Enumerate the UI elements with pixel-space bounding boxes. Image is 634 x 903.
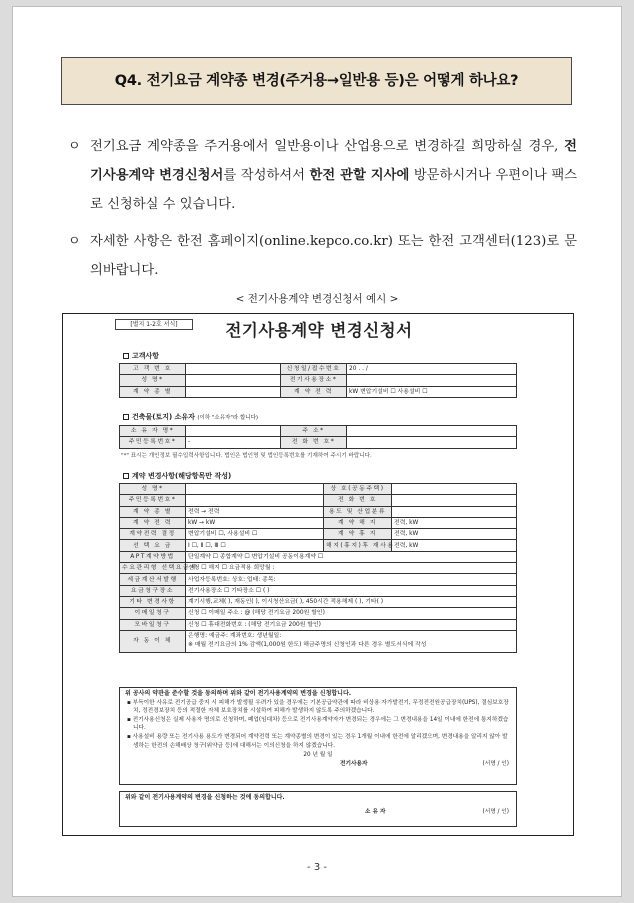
agreement-item: ▪ 전기사용신청은 실제 사용자 명의로 신청하며, 폐업(임대차) 등으로 전기사용계약자가 변경되는 경우에는 그 변경내용을 14일 이내에 한전에 통지하겠습니다. bbox=[127, 716, 509, 732]
form-value-cell[interactable] bbox=[186, 426, 281, 437]
owner-table bbox=[119, 425, 517, 449]
form-label-cell: 상 호(공동주택) bbox=[324, 484, 392, 495]
form-label-cell: 전 화 번 호 bbox=[324, 495, 392, 506]
form-value-cell[interactable] bbox=[186, 484, 324, 495]
form-label-cell: 요금청구장소 bbox=[120, 585, 186, 596]
changes-table bbox=[119, 483, 517, 653]
required-footnote: "*" 표시는 개인정보 필수입력사항입니다. 법인은 법인명 및 법인등록번호를 기재하여 주시기 바랍니다. bbox=[121, 453, 372, 459]
form-row bbox=[120, 529, 517, 540]
form-title: 전기사용계약 변경신청서 bbox=[225, 321, 413, 340]
date-line: 20 년 월 일 bbox=[303, 752, 333, 759]
form-value-cell[interactable]: 전력 → 전력 bbox=[186, 506, 324, 517]
form-label-cell: 계 약 종 별 bbox=[120, 506, 186, 517]
owner-consent-box bbox=[119, 791, 517, 827]
form-label-cell: 주민등록번호* bbox=[120, 437, 186, 448]
form-row bbox=[120, 375, 517, 386]
form-label-cell: 주 소* bbox=[281, 426, 347, 437]
form-label-cell: 신청일/접수번호 bbox=[281, 364, 347, 375]
section-changes: 계약 변경사항(해당항목만 작성) bbox=[123, 471, 231, 481]
form-label-cell: 성 명* bbox=[120, 375, 186, 386]
form-row bbox=[120, 364, 517, 375]
form-row bbox=[120, 495, 517, 506]
form-value-cell[interactable]: 신청 ☐ 해지 ☐ 요금적용 희망월 : bbox=[186, 563, 517, 574]
owner-consent-text: 위와 같이 전기사용계약의 변경을 신청하는 것에 동의합니다. bbox=[125, 794, 285, 801]
form-row bbox=[120, 574, 517, 585]
form-label-cell: 선 택 요 금 bbox=[120, 540, 186, 551]
form-value-cell[interactable] bbox=[347, 437, 517, 448]
form-row bbox=[120, 484, 517, 495]
form-value-cell[interactable] bbox=[347, 375, 517, 386]
form-value-cell[interactable]: - bbox=[186, 437, 281, 448]
form-row bbox=[120, 619, 517, 630]
form-value-cell[interactable] bbox=[392, 484, 517, 495]
form-value-cell[interactable]: 계기시행,교체( ), 재동인( ), 이시청산요금( ), 450시간 적용해제 ( ), 기타( ) bbox=[186, 596, 517, 607]
form-label-cell: 주민등록번호* bbox=[120, 495, 186, 506]
form-row bbox=[120, 630, 517, 652]
agreement-heading: 위 공사의 약관을 준수할 것을 동의하며 위와 같이 전기사용계약의 변경을 신청합니다. bbox=[125, 690, 352, 697]
form-row bbox=[120, 608, 517, 619]
form-row bbox=[120, 551, 517, 562]
question-heading: Q4. 전기요금 계약종 변경(주거용→일반용 등)은 어떻게 하나요? bbox=[61, 57, 572, 105]
form-label-cell: 소 유 자 명* bbox=[120, 426, 186, 437]
form-label-cell: 모바일청구 bbox=[120, 619, 186, 630]
form-row bbox=[120, 517, 517, 528]
form-value-cell[interactable]: 은행명: 예금주: 계좌번호: 생년월일: ※ 매월 전기요금의 1% 감액(1,000원 한도) 해금주명의 신청인과 다른 경우 별도서식에 작성 bbox=[186, 630, 517, 652]
form-row bbox=[120, 386, 517, 397]
form-number-stamp: [별지 1-2호 서식] bbox=[115, 319, 193, 330]
form-value-cell[interactable]: Ⅰ ☐, Ⅱ ☐, Ⅲ ☐ bbox=[186, 540, 324, 551]
agreement-box bbox=[119, 687, 517, 785]
form-label-cell: 계 약 해 지 bbox=[324, 517, 392, 528]
form-value-cell[interactable]: kW 변압기설비 ☐ 사용설비 ☐ bbox=[347, 386, 517, 397]
form-value-cell[interactable] bbox=[392, 506, 517, 517]
section-owner: 건축물(토지) 소유자 (이하 "소유자"라 합니다) bbox=[123, 412, 258, 422]
form-label-cell: 세금계산서발행 bbox=[120, 574, 186, 585]
owner-sign-line: 소 유 자 (서명 / 인) bbox=[365, 808, 509, 815]
form-label-cell: 계 약 전 력 bbox=[281, 386, 347, 397]
form-label-cell: 이메일청구 bbox=[120, 608, 186, 619]
bullet-mark: ㅇ bbox=[68, 234, 81, 249]
bullet-mark: ㅇ bbox=[68, 139, 81, 154]
form-value-cell[interactable] bbox=[347, 426, 517, 437]
form-row bbox=[120, 540, 517, 551]
form-label-cell: 성 명* bbox=[120, 484, 186, 495]
form-value-cell[interactable] bbox=[392, 495, 517, 506]
page-number: - 3 - bbox=[307, 862, 327, 873]
form-row bbox=[120, 563, 517, 574]
form-value-cell[interactable]: 전력, kW bbox=[392, 517, 517, 528]
application-form bbox=[62, 313, 574, 836]
bullet-1-part: 를 작성하셔서 bbox=[223, 168, 310, 183]
form-label-cell: 전 화 번 호* bbox=[281, 437, 347, 448]
form-value-cell[interactable] bbox=[186, 386, 281, 397]
form-value-cell[interactable]: 신청 ☐ 휴대전화번호 : (해당 전기요금 200원 할인) bbox=[186, 619, 517, 630]
form-row bbox=[120, 426, 517, 437]
form-value-cell[interactable]: 변압기설비 ☐, 사용설비 ☐ bbox=[186, 529, 324, 540]
form-value-cell[interactable]: 단일계약 ☐ 종합계약 ☐ 변압기설비 공동이용계약 ☐ bbox=[186, 551, 517, 562]
applicant-line: 전기사용자 (서명 / 인) bbox=[340, 760, 509, 767]
form-value-cell[interactable]: 사업자등록번호: 상호: 업태: 종목: bbox=[186, 574, 517, 585]
form-label-cell: 전기사용장소* bbox=[281, 375, 347, 386]
form-value-cell[interactable]: 전기사용장소 ☐ 기타장소 ☐ ( ) bbox=[186, 585, 517, 596]
agreement-item: ▪ 사용설비 용량 또는 전기사용 용도가 변경되어 계약전력 또는 계약종별의 변경이 있는 경우 1개월 이내에 한전에 알리겠으며, 변경내용을 알리지 않아 발생하는 한전의 손해배상 청구(위약금 등)에 대해서는 이의신청을 하지 않겠습니다. bbox=[127, 733, 508, 749]
form-example-caption: < 전기사용계약 변경신청서 예시 > bbox=[235, 293, 399, 305]
form-label-cell: 해지(휴지)후 재사용 bbox=[324, 540, 392, 551]
form-label-cell: APT계약방법 bbox=[120, 551, 186, 562]
bullet-1-part: 전기요금 계약종을 주거용에서 일반용이나 산업용으로 변경하길 희망하실 경우, bbox=[90, 139, 565, 154]
customer-table bbox=[119, 363, 517, 398]
form-label-cell: 계 약 종 별 bbox=[120, 386, 186, 397]
bullet-1-bold-form-name: 전기사용계약 변경신청서 bbox=[90, 139, 577, 183]
section-customer: 고객사항 bbox=[123, 351, 159, 361]
form-row bbox=[120, 585, 517, 596]
bullet-1-part: 방문하시거나 우편이나 팩스로 신청하실 수 있습니다. bbox=[90, 168, 578, 212]
bullet-1-bold-office: 한전 관할 지사에 bbox=[309, 168, 410, 183]
form-label-cell: 계약전력 결정 bbox=[120, 529, 186, 540]
form-label-cell: 계 약 전 력 bbox=[120, 517, 186, 528]
form-value-cell[interactable] bbox=[186, 375, 281, 386]
form-value-cell[interactable]: 20 . . / bbox=[347, 364, 517, 375]
bullet-1-text bbox=[90, 132, 577, 219]
form-value-cell[interactable]: kW → kW bbox=[186, 517, 324, 528]
form-label-cell: 수요관리형 선택요금제 bbox=[120, 563, 186, 574]
form-row bbox=[120, 596, 517, 607]
form-value-cell[interactable]: 전력, kW bbox=[392, 540, 517, 551]
form-row bbox=[120, 437, 517, 448]
agreement-item: ▪ 부득이한 사유로 전기공급 중지 시 피해가 발생될 우려가 있을 경우에는 기본공급약관에 따라 비상용 자가발전기, 무정전전원공급장치(UPS), 결심보호장치, 정전경보장치 등의 적절한 자체 보호장치를 시설하여 피해가 발생하지 않도록 주의하겠습니다. bbox=[127, 699, 509, 715]
form-value-cell[interactable] bbox=[186, 364, 281, 375]
bullet-2-text: 자세한 사항은 한전 홈페이지(online.kepco.co.kr) 또는 한전 고객센터(123)로 문의바랍니다. bbox=[90, 234, 577, 278]
form-value-cell[interactable]: 전력, kW bbox=[392, 529, 517, 540]
form-row bbox=[120, 506, 517, 517]
form-label-cell: 계 약 휴 지 bbox=[324, 529, 392, 540]
form-label-cell: 용도 및 산업분류 bbox=[324, 506, 392, 517]
form-label-cell: 자 동 이 체 bbox=[120, 630, 186, 652]
form-value-cell[interactable]: 신청 ☐ 이메일 주소 : @ (해당 전기요금 200원 할인) bbox=[186, 608, 517, 619]
form-value-cell[interactable] bbox=[186, 495, 324, 506]
form-label-cell: 기타 변경사항 bbox=[120, 596, 186, 607]
form-label-cell: 고 객 번 호 bbox=[120, 364, 186, 375]
